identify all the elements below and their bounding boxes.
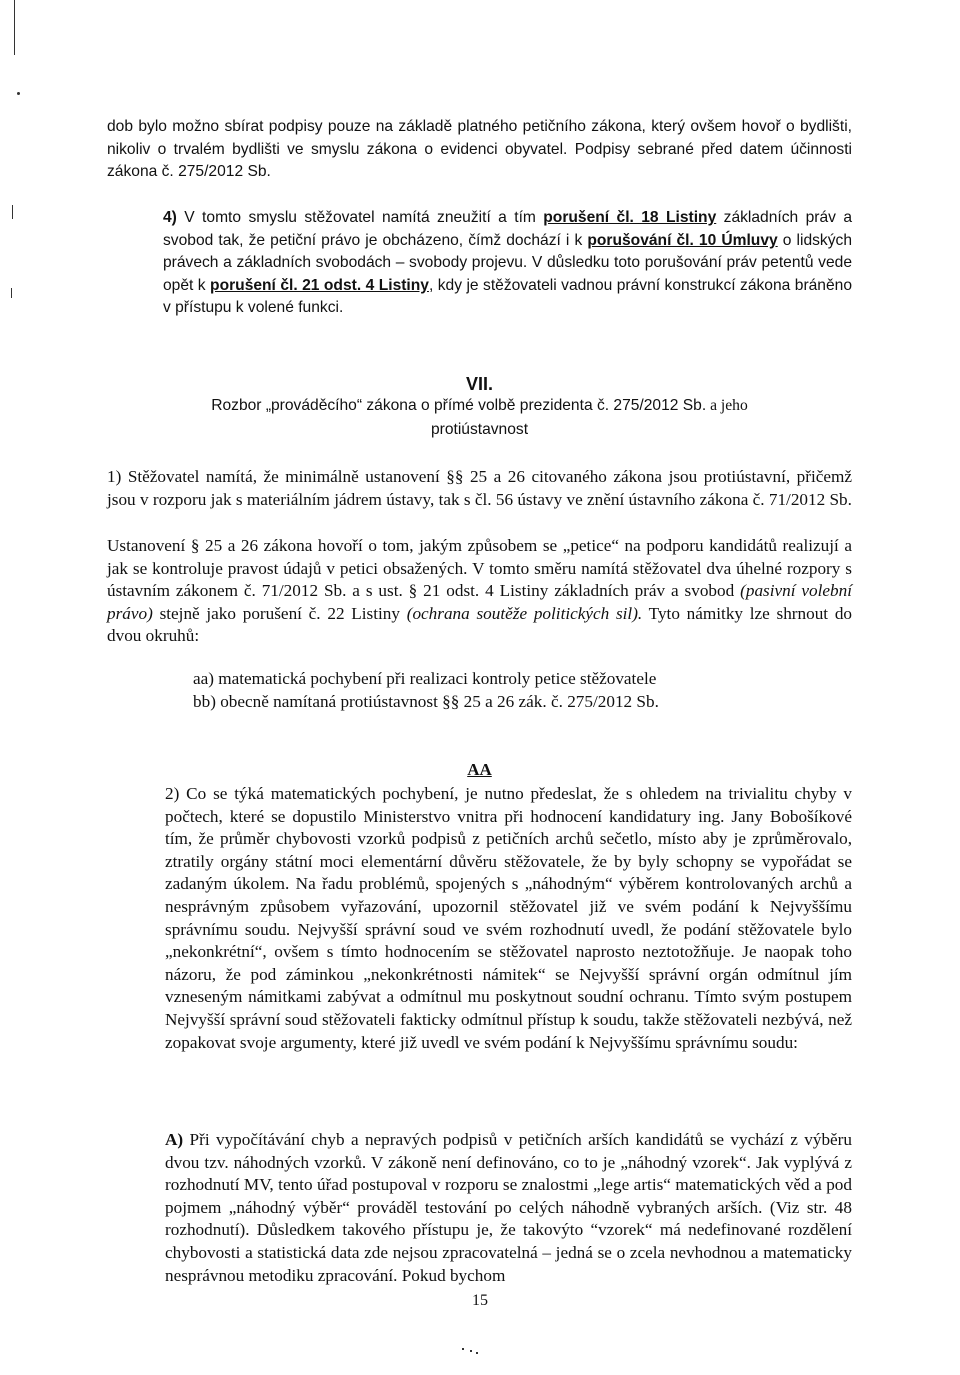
scan-mark [462,1348,464,1350]
text-run: V tomto smyslu stěžovatel namítá zneužití a tím [176,209,544,226]
underlined-reference: porušení čl. 18 Listiny [543,209,717,226]
scan-mark [14,0,15,55]
list-item: bb) obecně namítaná protiústavnost §§ 25 a 26 zák. č. 275/2012 Sb. [193,691,659,711]
paragraph-1b-text [107,535,852,648]
section-title-line2: protiústavnost [430,421,529,438]
scan-mark [476,1352,478,1354]
paragraph-2-text: 2) Co se týká matematických pochybení, je nutno předeslat, že s ohledem na trivialitu chyby v počtech, které se dopustilo Ministerstvo vnitra při hodnocení kandidatury ing. Jany Bobošíkové tím, že průměr chybovosti vzorků podpisů z petičních archů sečetlo, místo aby je zprůměrovalo, ztratily orgány státní moci elementární důvěru stěžovatele, že by byly schopny se vypořádat se zadaným úkolem. Na řadu problémů, spojených s „náhodným“ výběrem kontrolovaných archů a nesprávným způsobem vyřazování, upozornil stěžovatel již ve svém podání k Nejvyššímu správnímu soudu. Nejvyšší správní soud ve svém rozhodnutí uvedl, že podání stěžovatele bylo „nekonkrétní“, ovšem s tímto hodnocením se stěžovatel naprosto neztotožňuje. Je naopak toho názoru, že pod záminkou „nekonkrétnosti námitek“ se Nejvyšší správní orgán odmítnul jím vzneseným námitkami zabývat a odmítnul mu poskytnout soudní ochranu. Tímto svým postupem Nejvyšší správní soud stěžovateli fakticky odmítnul přístup k soudu, takže stěžovateli nezbývá, než zopakovat svoje argumenty, které již uvedl ve svém podání k Nejvyššímu správnímu soudu: [165,784,852,1052]
list-item: aa) matematická pochybení při realizaci kontroly petice stěžovatele [193,669,657,688]
section-title [107,397,852,415]
paragraph-A [107,1129,852,1287]
text-run: Při vypočítávání chyb a nepravých podpisů v petičních arších kandidátů se vychází z výběru dvou tzv. náhodných vzorků. V zákoně není definováno, co to je „náhodný vzorek“. Jak vyplývá z rozhodnutí MV, tento úřad postupoval v rozporu se znalostmi „lege artis“ matematických věd a pod pojmem „náhodný výběr“ prováděl testování po celých náhodně vybraných arších. (Viz str. 48 rozhodnutí). Důsledkem takového přístupu je, že takovýto “vzorek“ má nedefinované rozdělení chybovosti a statistická data zde nejsou zpracovatelná – jedná se o zcela nevhodnou a matematicky nesprávnou metodiku zpracování. Pokud bychom [165,1130,852,1285]
page-number: 15 [472,1292,488,1309]
underlined-reference: porušení čl. 21 odst. 4 Listiny [210,276,429,294]
text-run: základních práv a svobod tak, že petiční právo je obcházeno, čímž dochází i k [163,209,852,249]
scan-mark [12,205,13,219]
text-run: Ustanovení § 25 a 26 zákona hovoří o tom, jakým způsobem se „petice“ na podporu kandidátů realizují a jak se kontroluje pravost údajů v petici obsažených. V tomto směru namítá stěžovatel dva úhelné rozpory s ústavním zákonem č. 71/2012 Sb. a s ust. § 21 odst. 4 Listiny základních práv a svobod [107,536,852,601]
section-number: VII. [465,374,493,394]
section-title-line1: Rozbor „prováděcího“ zákona o přímé volbě prezidenta č. 275/2012 Sb. [211,397,707,414]
underlined-reference: porušování čl. 10 Úmluvy [587,231,778,249]
section-title-tail: a jeho [706,397,748,414]
item-label: A) [165,1130,184,1149]
subsection-heading: AA [467,760,492,779]
paragraph-number: 4) [163,209,177,226]
paragraph-1 [107,466,852,511]
paragraph-intro [107,116,852,184]
paragraph-1b [107,535,852,648]
italic-run: (pasivní volební právo) [107,581,852,623]
scan-mark [17,92,20,95]
paragraph-2 [107,783,852,1054]
italic-run: (ochrana soutěže politických sil). [406,603,643,623]
text-run: o lidských právech a základních svobodách – svobody projevu. V důsledku toto porušování práv petentů vede opět k [163,231,852,294]
scan-mark [11,288,12,298]
scan-mark [470,1350,472,1352]
text-run: , kdy je stěžovateli vadnou právní konstrukcí zákona bráněno v přístupu k volené funkci. [163,276,852,317]
paragraph-4-text [107,207,852,320]
paragraph-4 [107,207,852,320]
paragraph-A-text [107,1129,852,1287]
paragraph-intro-text: dob bylo možno sbírat podpisy pouze na základě platného petičního zákona, který ovšem hovoř o bydlišti, nikoliv o trvalém bydlišti ve smyslu zákona o evidenci obyvatel. Podpisy sebrané před datem účinnosti zákona č. 275/2012 Sb. [107,118,852,181]
text-run: stejně jako porušení č. 22 Listiny [152,603,407,623]
objection-list [193,668,853,713]
text-run: Tyto námitky lze shrnout do dvou okruhů: [107,603,853,646]
paragraph-1-text: 1) Stěžovatel namítá, že minimálně ustanovení §§ 25 a 26 citovaného zákona jsou protiústavní, přičemž jsou v rozporu jak s materiálním jádrem ústavy, tak s čl. 56 ústavy ve znění ústavního zákona č. 71/2012 Sb. [107,467,852,509]
